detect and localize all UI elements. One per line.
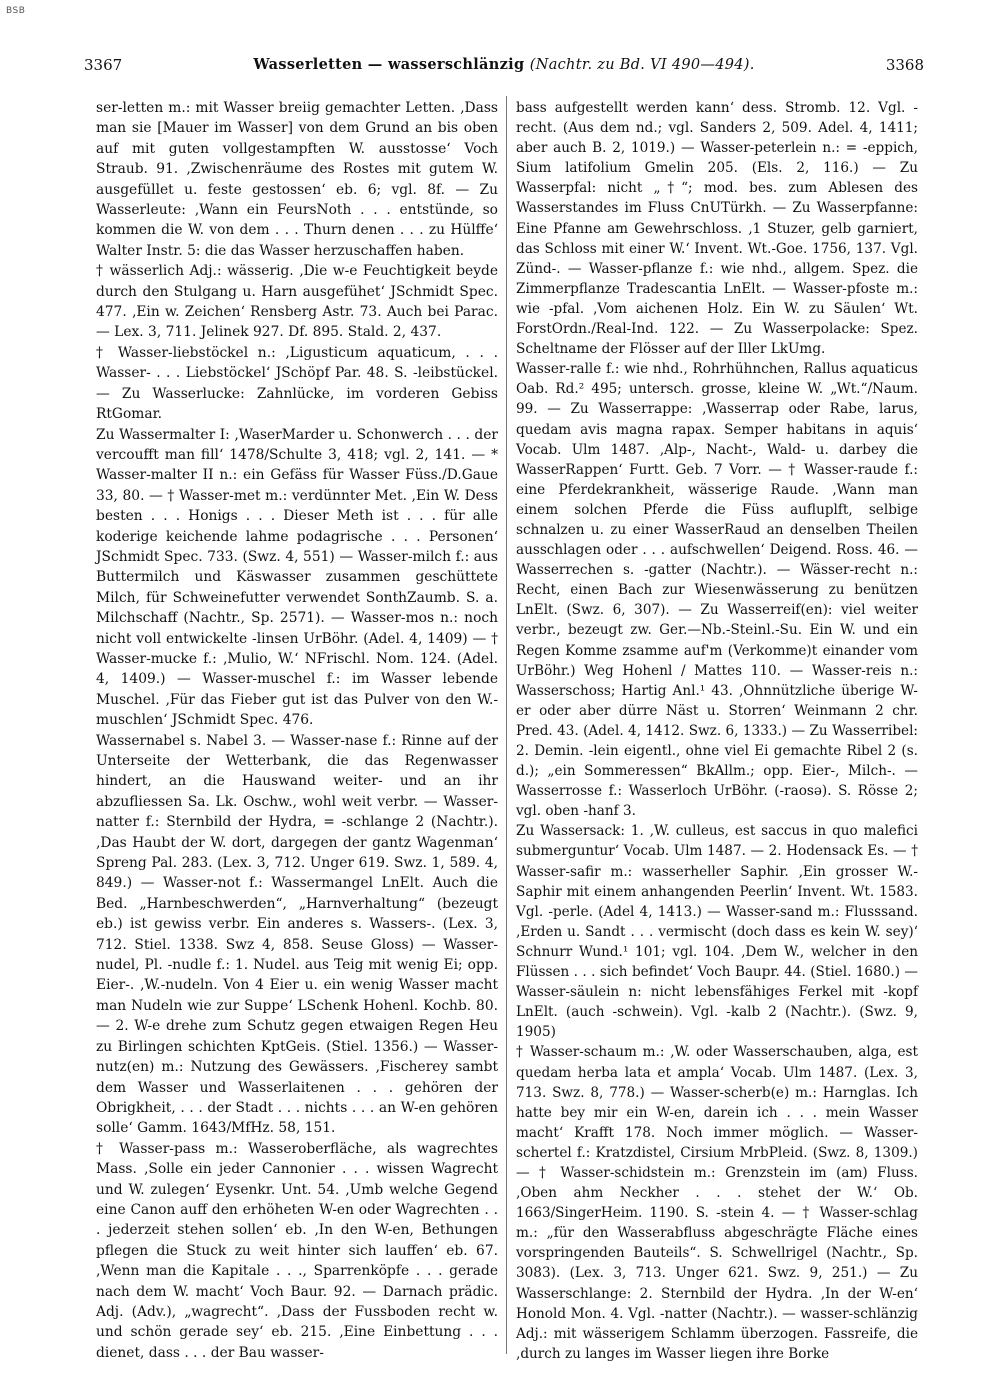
page-number-right: 3368 bbox=[885, 56, 924, 74]
entry-paragraph: † Wasser-liebstöckel n.: ‚Ligusticum aquaticum, . . . Wasser- . . . Liebstöckel‘ JSchöpf Par. 48. S. -leibstückel. — Zu Wasserlucke: Zahnlücke, im vorderen Gebiss RtGomar. bbox=[96, 344, 498, 423]
right-column bbox=[516, 98, 918, 1364]
entry-paragraph: † Wasser-schaum m.: ‚W. oder Wasserschauben, alga, est quedam herba lata et ampla‘ Vocab. Ulm 1487. (Lex. 3, 713. Swz. 8, 778.) — Wasser-scherb(e) m.: Harnglas. Ich hatte bey mir ein W-en, darein ich . . . mein Wasser macht‘ Krafft 178. Noch immer möglich. — Wasser-schertel f.: Kratzdistel, Cirsium MrbPleid. (Swz. 8, 1309.) — † Wasser-schidstein m.: Grenzstein im (am) Fluss. ‚Oben ahm Neckher . . . stehet der W.‘ Ob. 1663/SingerHeim. 1190. S. -stein 4. — † Wasser-schlag m.: „für den Wasserabfluss abgeschrägte Fläche eines vorspringenden Bauteils“. S. Schwellrigel (Nachtr., Sp. 3083). (Lex. 3, 713. Unger 621. Swz. 9, 251.) — Zu Wasserschlange: 2. Sternbild der Hydra. ‚In der W-en‘ Honold Mon. 4. Vgl. -natter (Nachtr.). — wasser-schlänzig Adj.: mit wässerigem Schlamm überzogen. Fassreife, die ‚durch zu langes im Wasser liegen ihre Borke bbox=[516, 1044, 918, 1362]
entry-paragraph: ser-letten m.: mit Wasser breiig gemachter Letten. ‚Dass man sie [Mauer im Wasser] von dem Grund an bis oben auf mit guten vollgestampften W. ausstosse‘ Voch Straub. 91. ‚Zwischenräume des Rostes mit gutem W. ausgefüllet u. feste gestossen‘ eb. 6; vgl. 8f. — Zu Wasserleute: ‚Wann ein FeursNoth . . . entstünde, so kommen die W. von dem . . . Thurn denen . . . zu Hülffe‘ Walter Instr. 5: die das Wasser herzuschaffen haben. bbox=[96, 100, 498, 259]
page-number-left: 3367 bbox=[84, 56, 123, 74]
running-header bbox=[78, 56, 930, 78]
library-stamp: BSB bbox=[6, 6, 26, 16]
header-title bbox=[78, 56, 930, 73]
entry-paragraph: Wasser-ralle f.: wie nhd., Rohrhühnchen, Rallus aquaticus Oab. Rd.² 495; untersch. grosse, kleine W. „Wt.“/Naum. 99. — Zu Wasserrappe: ‚Wasserrap oder Rabe, larus, quedam avis magna rapax. Semper habitans in aquis‘ Vocab. Ulm 1487. ‚Alp-, Nacht-, Wald- u. darbey die WasserRappen‘ Furtt. Geb. 7 Vorr. — † Wasser-raude f.: eine Pferdekrankheit, wässerige Raude. ‚Wann man einem solchen Pferde die Füss aufluplft, selbige schnalzen u. zu einer WasserRaud an denselben Theilen ausschlagen oder . . . aufschwellen‘ Deigend. Ross. 46. — Wasserrechen s. -gatter (Nachtr.). — Wässer-recht n.: Recht, einen Bach zur Wiesenwässerung zu benützen LnElt. (Swz. 6, 307). — Zu Wasserreif(en): viel weiter verbr., bezeugt zw. Ger.—Nb.-Steinl.-Su. Ein W. und ein Regen Komme zsamme auf'm (Verkomme)t einander vom UrBöhr.) Weg Hohenl / Mattes 110. — Wasser-reis n.: Wasserschoss; Hartig Anl.¹ 43. ‚Ohnnützliche überige W-er oder aber dürre Näst u. Storren‘ Weinmann 2 chr. Pred. 43. (Adel. 4, 1412. Swz. 6, 1333.) — Zu Wasserribel: 2. Demin. -lein eigentl., ohne viel Ei gemachte Ribel 2 (s. d.); „ein Sommeressen“ BkAllm.; opp. Eier-, Milch-. — Wasserrosse f.: Wasserloch UrBöhr. (-raosə). S. Rösse 2; vgl. oben -hanf 3. bbox=[516, 361, 918, 820]
entry-paragraph: Zu Wassermalter I: ‚WaserMarder u. Schonwerch . . . der vercoufft man fill‘ 1478/Schulte 3, 418; vgl. 2, 141. — * Wasser-malter II n.: ein Gefäss für Wasser Füss./D.Gaue 33, 80. — † Wasser-met m.: verdünnter Met. ‚Ein W. Dess besten . . . Honigs . . . Dieser Meth ist . . . für alle koderige keichende lahme podagrische . . . Personen‘ JSchmidt Spec. 733. (Swz. 4, 551) — Wasser-milch f.: aus Buttermilch und Käswasser zusammen geschüttete Milch, für Schweinefutter verwendet SonthZaumb. S. a. Milchschaff (Nachtr., Sp. 2571). — Wasser-mos n.: noch nicht voll entwickelte -linsen UrBöhr. (Adel. 4, 1409) — † Wasser-mucke f.: ‚Mulio, W.‘ NFrischl. Nom. 124. (Adel. 4, 1409.) — Wasser-muschel f.: im Wasser lebende Muschel. ‚Für das Fieber gut ist das Pulver von den W.-muschlen‘ JSchmidt Spec. 476. bbox=[96, 426, 498, 729]
header-headwords: Wasserletten — wasserschlänzig bbox=[253, 56, 525, 73]
entry-paragraph: Wassernabel s. Nabel 3. — Wasser-nase f.: Rinne auf der Unterseite der Wetterbank, die das Regenwasser hindert, an die Hauswand weiter- und an ihr abzufliessen Sa. Lk. Oschw., wohl weit verbr. — Wasser-natter f.: Sternbild der Hydra, = -schlange 2 (Nachtr.). ‚Das Haubt der W. dort, dargegen der gantz Wagenman‘ Spreng Pal. 283. (Lex. 3, 712. Unger 619. Swz. 1, 589. 4, 849.) — Wasser-not f.: Wassermangel LnElt. Auch die Bed. „Harnbeschwerden“, „Harnverhaltung“ (bezeugt eb.) ist gewiss verbr. Ein anderes s. Wassers-. (Lex. 3, 712. Stiel. 1338. Swz 4, 858. Seuse Gloss) — Wasser-nudel, Pl. -nudle f.: 1. Nudel. aus Teig mit wenig Ei; opp. Eier-. ‚W.-nudeln. Von 4 Eier u. ein wenig Wasser macht man Nudeln wie zur Suppe‘ LSchenk Hohenl. Kochb. 80. — 2. W-e drehe zum Schutz gegen etwaigen Regen Heu zu Birlingen schichten KptGeis. (Stiel. 1356.) — Wasser-nutz(en) m.: Nutzung des Gewässers. ‚Fischerey sambt dem Wasser und Wasserlaitenen . . . gehören der Obrigkheit, . . . der Stadt . . . nichts . . . an W-en gehören solle‘ Gamm. 1643/MfHz. 58, 151. bbox=[96, 732, 498, 1137]
header-note: (Nachtr. zu Bd. VI 490—494). bbox=[529, 57, 755, 73]
entry-paragraph: Zu Wassersack: 1. ‚W. culleus, est saccus in quo malefici submerguntur‘ Vocab. Ulm 1487. — 2. Hodensack Es. — † Wasser-safir m.: wasserheller Saphir. ‚Ein grosser W.-Saphir mit einem anhangenden Peerlin‘ Invent. Wt. 1583. Vgl. -perle. (Adel 4, 1413.) — Wasser-sand m.: Flusssand. ‚Erden u. Sandt . . . vermischt (doch dass es kein W. sey)‘ Schnurr Wund.¹ 101; vgl. 104. ‚Dem W., welcher in den Flüssen . . . sich befindet‘ Voch Baupr. 44. (Stiel. 1680.) — Wasser-säulein n: nicht lebensfähiges Ferkel mit -kopf LnElt. (auch -schwein). Vgl. -kalb 2 (Nachtr.). (Swz. 9, 1905) bbox=[516, 823, 918, 1041]
left-column bbox=[96, 98, 498, 1363]
column-divider bbox=[506, 96, 507, 1354]
entry-paragraph: † wässerlich Adj.: wässerig. ‚Die w-e Feuchtigkeit beyde durch den Stulgang u. Harn ausgefühet‘ JSchmidt Spec. 477. ‚Ein w. Zeichen‘ Rensberg Astr. 73. Auch bei Parac. — Lex. 3, 711. Jelinek 927. Df. 895. Stald. 2, 437. bbox=[96, 263, 498, 341]
entry-paragraph: bass aufgestellt werden kann‘ dess. Stromb. 12. Vgl. -recht. (Aus dem nd.; vgl. Sanders 2, 509. Adel. 4, 1411; aber auch B. 2, 1019.) — Wasser-peterlein n.: = -eppich, Sium latifolium Gmelin 205. (Els. 2, 116.) — Zu Wasserpfal: nicht „†“; mod. bes. zum Ablesen des Wasserstandes im Fluss CnUTürkh. — Zu Wasserpfanne: Eine Pfanne am Gewehrschloss. ‚1 Stuzer, gelb garniert, das Schloss mit einer W.‘ Invent. Wt.-Goe. 1756, 137. Vgl. Zünd-. — Wasser-pflanze f.: wie nhd., allgem. Spez. die Zimmerpflanze Tradescantia LnElt. — Wasser-pfoste m.: wie -pfal. ‚Vom aichenen Holz. Ein W. zu Säulen‘ Wt. ForstOrdn./Real-Ind. 122. — Zu Wasserpolacke: Spez. Scheltname der Flösser auf der Iller LkUmg. bbox=[516, 100, 918, 358]
entry-paragraph: † Wasser-pass m.: Wasseroberfläche, als wagrechtes Mass. ‚Solle ein jeder Cannonier . . . wissen Wagrecht und W. zulegen‘ Eysenkr. Unt. 54. ‚Umb welche Gegend eine Canon auff den erhöheten W-en oder Wagrechten . . . jederzeit stehen sollen‘ eb. ‚In den W-en, Bethungen pflegen die Stuck zu weit hinter sich lauffen‘ eb. 67. ‚Wenn man die Kapitale . . ., Sparrenköpfe . . . gerade nach dem W. macht‘ Voch Baur. 92. — Darnach prädic. Adj. (Adv.), „wagrecht“. ‚Dass der Fussboden recht w. und schön gerade sey‘ eb. 215. ‚Eine Einbettung . . . dienet, dass . . . der Bau wasser- bbox=[96, 1140, 498, 1361]
